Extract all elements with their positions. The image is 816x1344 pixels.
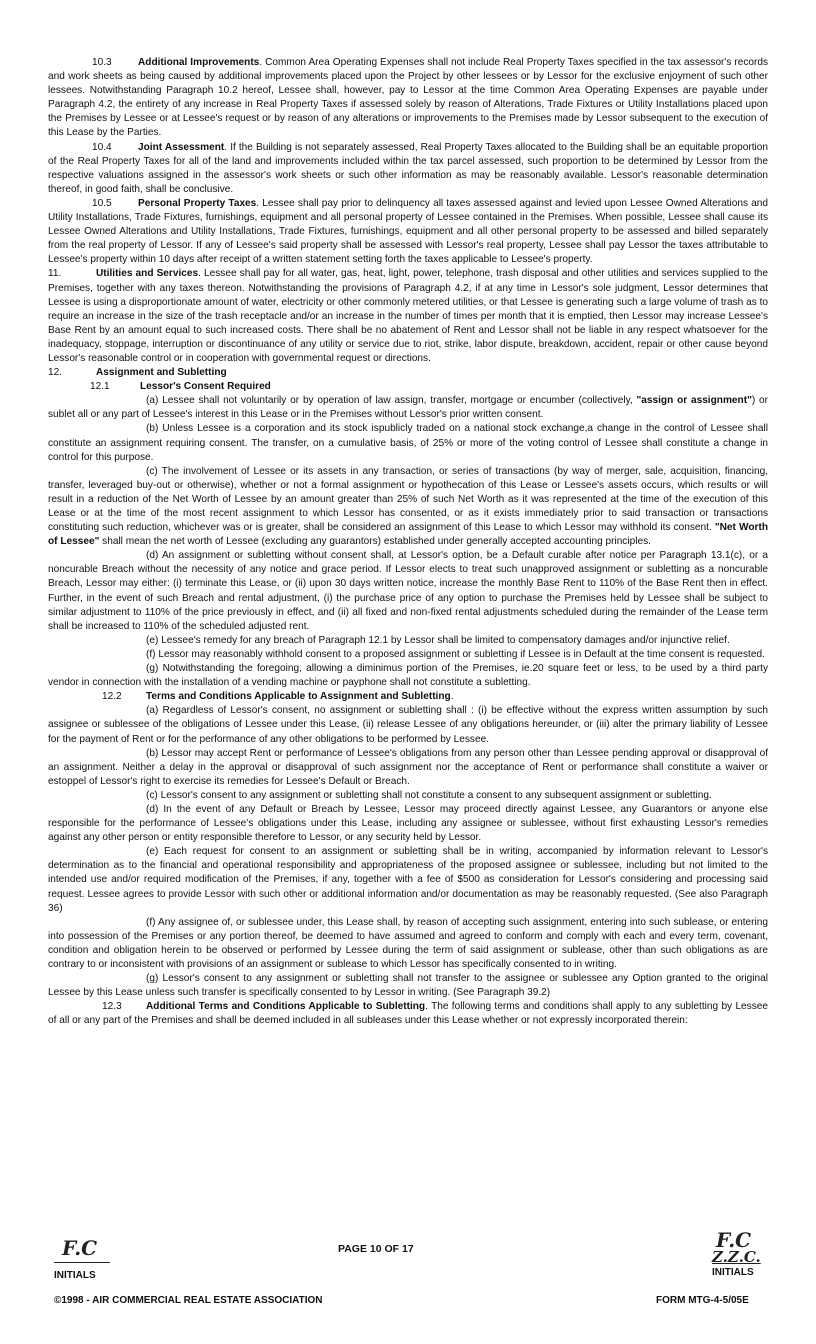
section-title: Personal Property Taxes [138,197,257,209]
section-text: Lessee shall pay for all water, gas, heat, light, power, telephone, trash disposal and other utilities and services supplied to the Premises, together with any taxes thereon. Notwithstanding the provisions of Paragraph 4.2, if at any time in Lessor's sole judgment, Lessor determines that Lessee is using a disproportionate amount of water, electricity or other commonly metered utilities, or that Lessee is generating such a large volume of trash as to require an increase in the size of the trash receptacle and/or an increase in the number of times per month that it is emptied, then Lessor may increase Lessee's Base Rent by an amount equal to such increased costs. There shall be no abatement of Rent and Lessor shall not be liable in any respect whatsoever for the inadequacy, stoppage, interruption or discontinuance of any utility or service due to riot, strike, labor dispute, breakdown, accident, repair or other cause beyond Lessor's reasonable control or in cooperation with governmental request or directions. [48,268,769,364]
section-11: 11. Utilities and Services. Lessee shall pay for all water, gas, heat, light, power, telephone, trash disposal and other utilities and services supplied to the Premises, together with any taxes thereon. Notwithstanding the provisions of Paragraph 4.2, if at any time in Lessor's sole judgment, Lessor determines that Lessee is using a disproportionate amount of water, electricity or other commonly metered utilities, or that Lessee is generating such a large volume of trash as to require an increase in the size of the trash receptacle and/or an increase in the number of times per month that it is emptied, then Lessor may increase Lessee's Base Rent by an amount equal to such increased costs. There shall be no abatement of Rent and Lessor shall not be liable in any respect whatsoever for the inadequacy, stoppage, interruption or discontinuance of any utility or service due to riot, strike, labor dispute, breakdown, accident, repair or other cause beyond Lessor's reasonable control or in cooperation with governmental request or directions. [48,268,769,364]
initials-signature-left: F.C [62,1236,98,1260]
section-12-1 [48,380,768,394]
section-text: If the Building is not separately assessed, Real Property Taxes allocated to the Building shall be an equitable proportion of the Real Property Taxes for all of the land and improvements included within the tax parcel assessed, such proportion to be determined by Lessor from the respective valuations assigned in the assessor's work sheets or such other information as may be reasonably available. Lessor's reasonable determination thereof, in good faith, shall be conclusive. [48,141,769,195]
section-number: 10.3 [92,57,112,68]
paragraph-12-2-g: (g) Lessor's consent to any assignment or subletting shall not transfer to the assignee or sublessee any Option granted to the original Lessee by this Lease unless such transfer is specifically consented to by Lessor in writing. (See Paragraph 39.2) [48,973,768,999]
text: (a) Lessee shall not voluntarily or by operation of law assign, transfer, mortgage or encumber (collectively, [146,395,637,407]
page-number: PAGE 10 OF 17 [338,1243,414,1255]
section-number: 12.2 [102,691,122,703]
initials-label-left: INITIALS [54,1270,96,1281]
section-number: 12.3 [102,1001,122,1013]
section-10-5: 10.5 Personal Property Taxes. Lessee shall pay prior to delinquency all taxes assessed against and levied upon Lessee Owned Alterations and Utility Installations, Trade Fixtures, furnishings, equipment and all personal property of Lessee contained in the Premises. When possible, Lessee shall cause its Lessee Owned Alterations and Utility Installations, Trade Fixtures, furnishings, equipment and all other personal property to be assessed and billed separately from the real property of Lessor. If any of Lessee's said property shall be assessed with Lessor's real property, Lessee shall pay Lessor the taxes attributable to Lessee's property within 10 days after receipt of a written statement setting forth the taxes applicable to Lessee's property. [48,197,768,266]
text: (c) The involvement of Lessee or its assets in any transaction, or series of transactions (by way of merger, sale, acquisition, financing, transfer, leveraged buy-out or otherwise), whether or not a formal assignment or hypothecation of this Lease or Lessee's assets occurs, which results or will result in a reduction of the Net Worth of Lessee by an amount greater than 25% of such Net Worth as it was represented at the time of the execution of this Lease or at the time of the most recent assignment to which Lessor has consented, or as it exists immediately prior to said transaction or transactions constituting such reduction, whichever was or is greater, shall be considered an assignment of this Lease to which Lessor may withhold its consent. [48,465,768,534]
text: shall mean the net worth of Lessee (excluding any guarantors) established under generally accepted accounting principles. [99,536,651,548]
paragraph-12-1-c [48,465,768,550]
section-12 [48,366,768,380]
page-footer [0,1228,816,1344]
initials-line-left [54,1262,110,1263]
paragraph-12-2-f: (f) Any assignee of, or sublessee under, this Lease shall, by reason of accepting such assignment, entering into such sublease, or entering into possession of the Premises or any portion thereof, be deemed to have assumed and agreed to conform and comply with each and every term, covenant, condition and obligation herein to be observed or performed by Lessee during the term of said assignment or sublease, other than such obligations as are contrary to or inconsistent with provisions of an assignment or sublease to which Lessor has specifically consented to in writing. [48,916,768,970]
paragraph-12-1-e: (e) Lessee's remedy for any breach of Paragraph 12.1 by Lessor shall be limited to compensatory damages and/or injunctive relief. [146,634,730,646]
paragraph-12-1-f: (f) Lessor may reasonably withhold consent to a proposed assignment or subletting if Lessee is in Default at the time consent is requested. [146,648,765,660]
section-title: Joint Assessment [138,141,225,153]
paragraph-12-1-b: (b) Unless Lessee is a corporation and its stock ispublicly traded on a national stock exchange,a change in the control of Lessee shall constitute an assignment requiring consent. The transfer, on a cumulative basis, of 25% or more of the voting control of Lessee shall constitute a change in control for this purpose. [48,423,768,463]
paragraph-12-1-d: (d) An assignment or subletting without consent shall, at Lessor's option, be a Default curable after notice per Paragraph 13.1(c), or a noncurable Breach without the necessity of any notice and grace period. If Lessor elects to treat such unapproved assignment or subletting as a noncurable Breach, Lessor may either: (i) terminate this Lease, or (ii) upon 30 days written notice, increase the monthly Base Rent to 110% of the Base Rent then in effect. Further, in the event of such Breach and rental adjustment, (i) the purchase price of any option to purchase the Premises held by Lessee shall be subject to similar adjustment to 110% of the price previously in effect, and (ii) all fixed and non-fixed rental adjustments scheduled during the remainder of the Lease term shall be increased to 110% of the scheduled adjusted rent. [48,550,768,632]
section-title: Lessor's Consent Required [140,381,271,393]
section-number: 11. [48,268,62,280]
paragraph-12-2-e: (e) Each request for consent to an assignment or subletting shall be in writing, accompanied by information relevant to Lessor's determination as to the financial and operational responsibility and appropriateness of the proposed assignee or sublessee, including but not limited to the intended use and/or required modification of the Premises, if any, together with a fee of $500 as consideration for Lessor's considering and processing said request. Lessee agrees to provide Lessor with such other or additional information and/or documentation as may be reasonably requested. (See also Paragraph 36) [48,846,768,914]
section-12-3: 12.3 Additional Terms and Conditions Applicable to Subletting. The following terms and conditions shall apply to any subletting by Lessee of all or any part of the Premises and shall be deemed included in all subleases under this Lease whether or not expressly incorporated therein: [48,1001,768,1027]
section-title: Additional Terms and Conditions Applicable to Subletting [146,1001,426,1013]
section-number: 12. [48,367,63,379]
initials-signature-right-2: Z.Z.C. [712,1248,761,1266]
section-number: 10.5 [92,197,112,209]
initials-label-right: INITIALS [712,1267,754,1278]
section-10-4: 10.4 Joint Assessment. If the Building is not separately assessed, Real Property Taxes allocated to the Building shall be an equitable proportion of the Real Property Taxes for all of the land and improvements included within the tax parcel assessed, such proportion to be determined by Lessor from the respective valuations assigned in the assessor's work sheets or such other information as may be reasonably available. Lessor's reasonable determination thereof, in good faith, shall be conclusive. [48,141,769,195]
defined-term: "assign or assignment" [636,395,752,407]
section-text: Common Area Operating Expenses shall not include Real Property Taxes specified in the tax assessor's records and work sheets as being caused by additional improvements placed upon the Project by other lessees or by Lessor for the exclusive enjoyment of such other lessees. Notwithstanding Paragraph 10.2 hereof, Lessee shall, however, pay to Lessor at the time Common Area Operating Expenses are payable under Paragraph 4.2, the entirety of any increase in Real Property Taxes if assessed solely by reason of Alterations, Trade Fixtures or Utility Installations placed upon the Premises by Lessee or at Lessee's request or by reason of any alterations or improvements to the Premises made by Lessor subsequent to the execution of this Lease by the Parties. [48,57,769,139]
paragraph-12-1-a [48,394,768,422]
paragraph-12-2-b: (b) Lessor may accept Rent or performance of Lessee's obligations from any person other than Lessee pending approval or disapproval of an assignment. Neither a delay in the approval or disapproval of such assignment nor the acceptance of Rent or performance shall constitute a waiver or estoppel of Lessor's right to exercise its remedies for Lessee's Default or Breach. [48,747,768,787]
section-title: Assignment and Subletting [96,367,227,379]
lease-page-body [48,56,768,1028]
text: ) or sublet all or any part of Lessee's interest in this Lease or in the Premises without Lessor's prior written consent. [48,395,769,421]
paragraph-12-2-c: (c) Lessor's consent to any assignment or subletting shall not constitute a consent to any subsequent assignment or subletting. [146,789,712,801]
section-12-2: 12.2 Terms and Conditions Applicable to Assignment and Subletting. [48,690,768,704]
section-number: 12.1 [90,381,110,393]
section-title: Utilities and Services [96,268,199,280]
section-title: Terms and Conditions Applicable to Assignment and Subletting [146,691,451,703]
initials-signature-right-1: F.C [716,1228,752,1252]
section-title: Additional Improvements [138,57,260,68]
paragraph-12-2-a: (a) Regardless of Lessor's consent, no assignment or subletting shall : (i) be effective without the express written assumption by such assignee or sublessee of the obligations of Lessee under this Lease, (ii) release Lessee of any obligations hereunder, or (iii) alter the primary liability of Lessee for the payment of Rent or for the performance of any other obligations to be performed by Lessee. [48,705,768,745]
paragraph-12-1-g: (g) Notwithstanding the foregoing, allowing a diminimus portion of the Premises, ie.20 square feet or less, to be used by a third party vendor in connection with the installation of a vending machine or payphone shall not constitute a subletting. [48,663,768,689]
copyright-notice: ©1998 - AIR COMMERCIAL REAL ESTATE ASSOCIATION [54,1295,323,1306]
section-text: Lessee shall pay prior to delinquency all taxes assessed against and levied upon Lessee Owned Alterations and Utility Installations, Trade Fixtures, furnishings, equipment and all personal property of Lessee contained in the Premises. When possible, Lessee shall cause its Lessee Owned Alterations and Utility Installations, Trade Fixtures, furnishings, equipment and all other personal property to be assessed and billed separately from the real property of Lessor. If any of Lessee's said property shall be assessed with Lessor's real property, Lessee shall pay Lessor the taxes attributable to Lessee's property within 10 days after receipt of a written statement setting forth the taxes applicable to Lessee's property. [48,197,768,266]
section-text: The following terms and conditions shall apply to any subletting by Lessee of all or any part of the Premises and shall be deemed included in all subleases under this Lease whether or not expressly incorporated therein: [48,1001,768,1027]
section-10-3: 10.3 Additional Improvements. Common Area Operating Expenses shall not include Real Property Taxes specified in the tax assessor's records and work sheets as being caused by additional improvements placed upon the Project by other lessees or by Lessor for the exclusive enjoyment of such other lessees. Notwithstanding Paragraph 10.2 hereof, Lessee shall, however, pay to Lessor at the time Common Area Operating Expenses are payable under Paragraph 4.2, the entirety of any increase in Real Property Taxes if assessed solely by reason of Alterations, Trade Fixtures or Utility Installations placed upon the Premises by Lessee or at Lessee's request or by reason of any alterations or improvements to the Premises made by Lessor subsequent to the execution of this Lease by the Parties. [48,57,769,139]
section-number: 10.4 [92,141,112,153]
form-number: FORM MTG-4-5/05E [656,1295,749,1306]
paragraph-12-2-d: (d) In the event of any Default or Breach by Lessee, Lessor may proceed directly against Lessee, any Guarantors or anyone else responsible for the performance of Lessee's obligations under this Lease, including any assignee or sublessee, without first exhausting Lessor's remedies against any other person or entity responsible therefore to Lessor, or any security held by Lessor. [48,803,768,844]
defined-term: "Net Worth of Lessee" [48,522,768,548]
